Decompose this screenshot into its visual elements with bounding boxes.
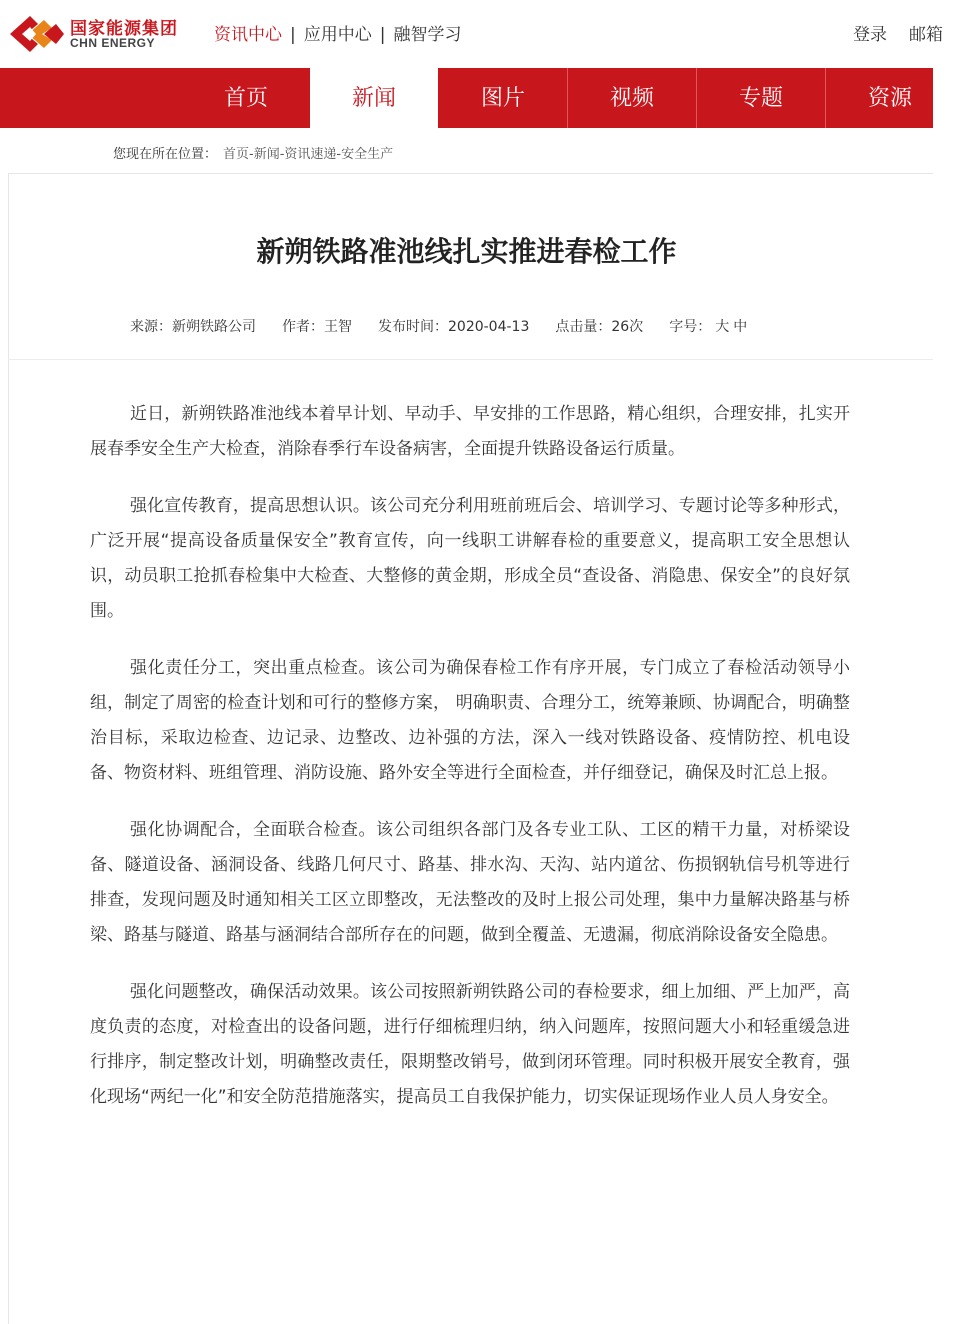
article-author: 作者：王智 [282,319,352,335]
article-paragraph: 强化宣传教育，提高思想认识。该公司充分利用班前班后会、培训学习、专题讨论等多种形式，广泛开展“提高设备质量保安全”教育宣传，向一线职工讲解春检的重要意义，提高职工安全思想认识，动员职工抢抓春检集中大检查、大整修的黄金期，形成全员“查设备、消隐患、保安全”的良好氛围。 [90,496,850,621]
breadcrumb [113,143,393,162]
font-size-large-button[interactable]: 大 [715,319,730,335]
breadcrumb-path[interactable]: 首页-新闻-资讯速递-安全生产 [223,147,394,162]
font-size-medium-button[interactable]: 中 [733,319,748,335]
article-paragraph: 强化协调配合，全面联合检查。该公司组织各部门及各专业工队、工区的精干力量，对桥梁设备、隧道设备、涵洞设备、线路几何尺寸、路基、排水沟、天沟、站内道岔、伤损钢轨信号机等进行排查，发现问题及时通知相关工区立即整改，无法整改的及时上报公司处理，集中力量解决路基与桥梁、路基与隧道、路基与涵洞结合部所存在的问题，做到全覆盖、无遗漏，彻底消除设备安全隐患。 [90,820,850,945]
brand-name-cn: 国家能源集团 [70,19,178,39]
article-body [90,397,850,1137]
chn-energy-logo-icon [8,12,66,56]
login-link[interactable]: 登录 [853,25,887,45]
brand-logo[interactable] [8,12,188,56]
brand-name-en: CHN ENERGY [70,36,156,50]
article-paragraph: 强化责任分工，突出重点检查。该公司为确保春检工作有序开展，专门成立了春检活动领导小组，制定了周密的检查计划和可行的整修方案， 明确职责、合理分工，统筹兼顾、协调配合，明确整治目标，采取边检查、边记录、边整改、边补强的方法，深入一线对铁路设备、疫情防控、机电设备、物资材料、班组管理、消防设施、路外安全等进行全面检查，并仔细登记，确保及时汇总上报。 [90,658,850,783]
mail-link[interactable]: 邮箱 [909,25,943,45]
top-link-separator: | [379,25,386,45]
nav-item-news[interactable]: 新闻 [310,68,438,128]
article-title: 新朔铁路准池线扎实推进春检工作 [256,235,677,268]
main-nav [0,68,933,128]
breadcrumb-label: 您现在所在位置： [113,147,218,162]
font-size-label: 字号： [669,319,712,335]
article-views: 点击量：26次 [555,319,644,335]
article-meta [130,316,777,336]
article-source: 来源：新朔铁路公司 [130,319,256,335]
article-date: 发布时间：2020-04-13 [378,319,530,335]
top-link-news-center[interactable]: 资讯中心 [214,25,282,45]
nav-item-video[interactable]: 视频 [609,86,654,111]
nav-item-pictures[interactable]: 图片 [480,86,525,111]
nav-item-home[interactable]: 首页 [223,86,268,111]
nav-item-topics[interactable]: 专题 [738,86,783,111]
article-paragraph: 强化问题整改，确保活动效果。该公司按照新朔铁路公司的春检要求，细上加细、严上加严，高度负责的态度，对检查出的设备问题，进行仔细梳理归纳，纳入问题库，按照问题大小和轻重缓急进行排序，制定整改计划，明确整改责任，限期整改销号，做到闭环管理。同时积极开展安全教育，强化现场“两纪一化”和安全防范措施落实，提高员工自我保护能力，切实保证现场作业人员人身安全。 [90,982,850,1107]
top-link-separator: | [290,25,296,45]
site-header [0,0,943,68]
font-size-control [669,319,751,335]
top-links [214,20,461,45]
nav-item-resources[interactable]: 资源 [867,86,912,111]
article-paragraph: 近日，新朔铁路准池线本着早计划、早动手、早安排的工作思路，精心组织，合理安排，扎实开展春季安全生产大检查，消除春季行车设备病害，全面提升铁路设备运行质量。 [90,404,850,459]
top-link-app-center[interactable]: 应用中心 [303,25,372,45]
meta-divider [8,359,933,360]
top-link-learning[interactable]: 融智学习 [393,25,462,45]
